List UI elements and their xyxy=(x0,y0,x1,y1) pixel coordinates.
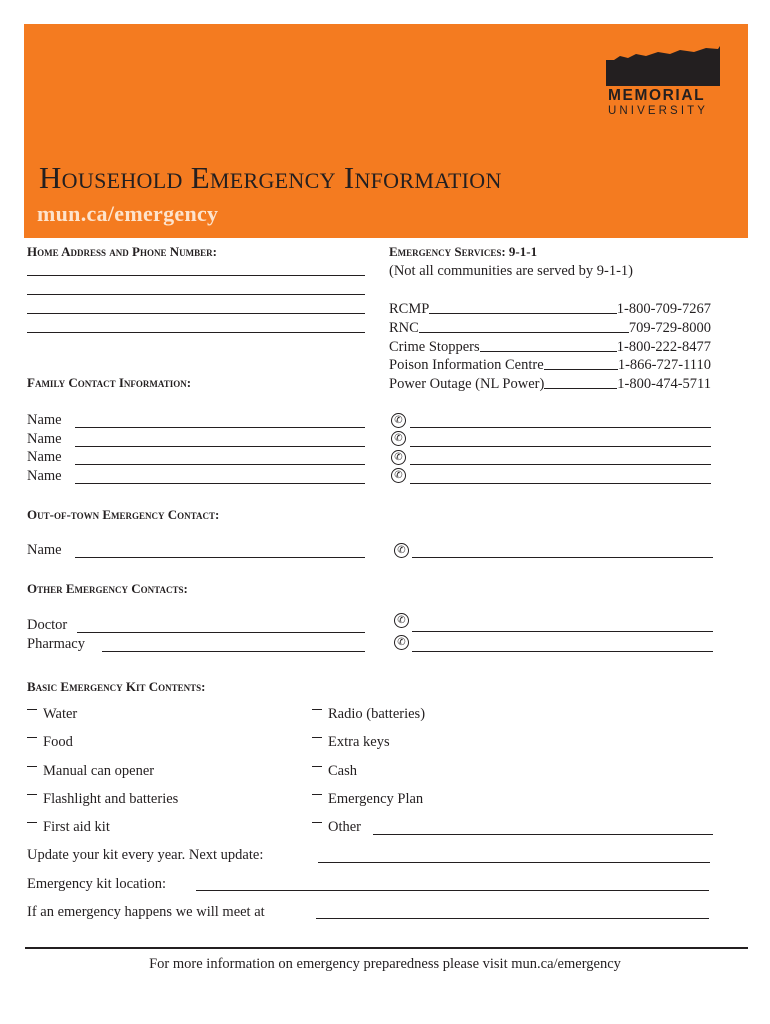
memorial-logo-mark xyxy=(606,46,726,86)
update-label: Update your kit every year. Next update: xyxy=(27,847,264,863)
phone-icon: ✆ xyxy=(394,635,409,650)
phone-icon: ✆ xyxy=(391,468,406,483)
kit-checkbox[interactable] xyxy=(27,822,37,823)
kit-heading: Basic Emergency Kit Contents: xyxy=(27,679,206,694)
emergency-service-name: Poison Information Centre xyxy=(389,357,544,373)
family-phone-field[interactable] xyxy=(410,464,711,465)
emergency-service-row xyxy=(389,339,711,356)
leader-line xyxy=(480,339,617,352)
pharmacy-field[interactable] xyxy=(102,651,365,652)
kit-item: Extra keys xyxy=(328,734,390,750)
out-of-town-name-label: Name xyxy=(27,542,62,558)
home-address-line-2[interactable] xyxy=(27,294,365,295)
family-name-label: Name xyxy=(27,468,62,484)
kit-checkbox[interactable] xyxy=(27,766,37,767)
leader-line xyxy=(419,320,629,333)
kit-checkbox[interactable] xyxy=(312,794,322,795)
kit-checkbox[interactable] xyxy=(27,794,37,795)
emergency-service-row xyxy=(389,320,711,337)
phone-icon: ✆ xyxy=(391,450,406,465)
emergency-services-note: (Not all communities are served by 9-1-1) xyxy=(389,263,634,279)
phone-icon: ✆ xyxy=(394,543,409,558)
emergency-service-number: 1-800-709-7267 xyxy=(616,301,711,317)
kit-checkbox[interactable] xyxy=(27,709,37,710)
emergency-service-row xyxy=(389,357,711,374)
emergency-service-name: Crime Stoppers xyxy=(389,339,480,355)
phone-icon: ✆ xyxy=(394,613,409,628)
kit-item: Other xyxy=(328,819,362,835)
logo-line1: MEMORIAL xyxy=(608,87,706,104)
kit-item: Emergency Plan xyxy=(328,791,424,807)
meet-label: If an emergency happens we will meet at xyxy=(27,904,265,920)
home-address-line-1[interactable] xyxy=(27,275,365,276)
leader-line xyxy=(544,376,617,389)
emergency-service-number: 709-729-8000 xyxy=(628,320,711,336)
page-title: Household Emergency Information xyxy=(39,160,502,195)
family-name-field[interactable] xyxy=(75,427,365,428)
kit-item: Manual can opener xyxy=(43,763,155,779)
emergency-service-number: 1-800-222-8477 xyxy=(616,339,711,355)
family-name-field[interactable] xyxy=(75,446,365,447)
pharmacy-label: Pharmacy xyxy=(27,636,85,652)
kit-other-field[interactable] xyxy=(373,834,713,835)
kit-item: Water xyxy=(43,706,78,722)
leader-line xyxy=(544,357,618,370)
leader-line xyxy=(429,301,616,314)
out-of-town-heading: Out-of-town Emergency Contact: xyxy=(27,507,220,522)
emergency-service-name: RNC xyxy=(389,320,419,336)
meet-field[interactable] xyxy=(316,918,709,919)
family-contact-heading: Family Contact Information: xyxy=(27,375,192,390)
family-name-label: Name xyxy=(27,431,62,447)
emergency-service-name: RCMP xyxy=(389,301,430,317)
emergency-service-name: Power Outage (NL Power) xyxy=(389,376,545,392)
doctor-label: Doctor xyxy=(27,617,68,633)
kit-item: First aid kit xyxy=(43,819,110,835)
home-address-heading: Home Address and Phone Number: xyxy=(27,244,217,259)
family-name-label: Name xyxy=(27,449,62,465)
family-name-label: Name xyxy=(27,412,62,428)
emergency-services-heading: Emergency Services: 9-1-1 xyxy=(389,244,538,259)
family-name-field[interactable] xyxy=(75,483,365,484)
pharmacy-phone-field[interactable] xyxy=(412,651,713,652)
phone-icon: ✆ xyxy=(391,431,406,446)
kit-item: Cash xyxy=(328,763,357,779)
kit-checkbox[interactable] xyxy=(312,709,322,710)
kit-item: Flashlight and batteries xyxy=(43,791,179,807)
family-phone-field[interactable] xyxy=(410,446,711,447)
doctor-field[interactable] xyxy=(77,632,365,633)
emergency-service-number: 1-866-727-1110 xyxy=(617,357,711,373)
logo-line2: UNIVERSITY xyxy=(608,105,709,117)
family-phone-field[interactable] xyxy=(410,427,711,428)
doctor-phone-field[interactable] xyxy=(412,631,713,632)
location-field[interactable] xyxy=(196,890,709,891)
home-address-line-3[interactable] xyxy=(27,313,365,314)
out-of-town-name-field[interactable] xyxy=(75,557,365,558)
memorial-logo xyxy=(608,88,728,118)
kit-checkbox[interactable] xyxy=(312,737,322,738)
update-field[interactable] xyxy=(318,862,710,863)
kit-checkbox[interactable] xyxy=(27,737,37,738)
footer-divider xyxy=(25,947,748,949)
home-address-line-4[interactable] xyxy=(27,332,365,333)
kit-checkbox[interactable] xyxy=(312,766,322,767)
family-name-field[interactable] xyxy=(75,464,365,465)
family-phone-field[interactable] xyxy=(410,483,711,484)
emergency-service-row xyxy=(389,376,711,393)
page-subtitle: mun.ca/emergency xyxy=(37,201,219,226)
footer-text: For more information on emergency preparedness please visit mun.ca/emergency xyxy=(149,956,621,972)
header-banner xyxy=(24,24,748,238)
out-of-town-phone-field[interactable] xyxy=(412,557,713,558)
kit-item: Food xyxy=(43,734,73,750)
other-contacts-heading: Other Emergency Contacts: xyxy=(27,581,188,596)
emergency-service-number: 1-800-474-5711 xyxy=(617,376,711,392)
emergency-service-row xyxy=(389,301,711,318)
kit-item: Radio (batteries) xyxy=(328,706,426,722)
kit-checkbox[interactable] xyxy=(312,822,322,823)
phone-icon: ✆ xyxy=(391,413,406,428)
location-label: Emergency kit location: xyxy=(27,876,167,892)
